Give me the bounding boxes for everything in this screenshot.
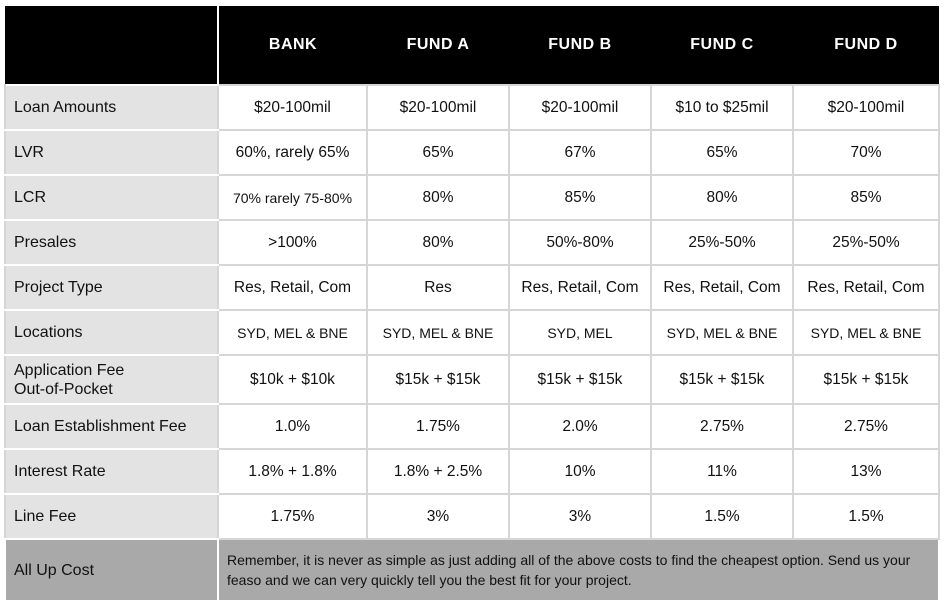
table-cell: 70% [793, 130, 939, 175]
row-label: Interest Rate [5, 449, 218, 494]
footer-note: Remember, it is never as simple as just adding all of the above costs to find the cheapest option. Send us your feaso and we can very quickly tell you the best fit for your project. [218, 539, 939, 601]
table-cell: $20-100mil [367, 85, 509, 130]
row-label: LCR [5, 175, 218, 220]
table-cell: 1.75% [367, 404, 509, 449]
table-cell: Res, Retail, Com [218, 265, 367, 310]
header-row [5, 6, 939, 85]
table-cell: 1.5% [793, 494, 939, 539]
column-header-fund-d: FUND D [793, 6, 939, 85]
row-label: Loan Amounts [5, 85, 218, 130]
footer-row [5, 539, 939, 601]
table-cell: $20-100mil [218, 85, 367, 130]
table-cell: 70% rarely 75-80% [218, 175, 367, 220]
table-cell: Res [367, 265, 509, 310]
table-cell: 2.75% [793, 404, 939, 449]
table-cell: 50%-80% [509, 220, 651, 265]
row-label-line2: Out-of-Pocket [14, 380, 113, 398]
table-cell: 1.8% + 1.8% [218, 449, 367, 494]
table-cell: 80% [367, 175, 509, 220]
row-label: Presales [5, 220, 218, 265]
table-cell: 85% [509, 175, 651, 220]
table-row [5, 494, 939, 539]
table-row [5, 220, 939, 265]
table-cell: SYD, MEL [509, 310, 651, 355]
table-cell: 25%-50% [651, 220, 793, 265]
table-cell: 1.5% [651, 494, 793, 539]
row-label: Loan Establishment Fee [5, 404, 218, 449]
table-cell: SYD, MEL & BNE [218, 310, 367, 355]
table-row [5, 265, 939, 310]
table-cell: 65% [651, 130, 793, 175]
row-label [5, 355, 218, 404]
table-cell: 10% [509, 449, 651, 494]
table-cell: 11% [651, 449, 793, 494]
table-cell: SYD, MEL & BNE [367, 310, 509, 355]
table-cell: $20-100mil [509, 85, 651, 130]
lender-comparison-table [4, 6, 940, 602]
table-cell: $15k + $15k [651, 355, 793, 404]
table-cell: 13% [793, 449, 939, 494]
table-cell: $10 to $25mil [651, 85, 793, 130]
table-row [5, 355, 939, 404]
table-cell: $15k + $15k [509, 355, 651, 404]
footer-label: All Up Cost [5, 539, 218, 601]
table-cell: 1.0% [218, 404, 367, 449]
table-cell: $15k + $15k [793, 355, 939, 404]
table-cell: 2.0% [509, 404, 651, 449]
table-cell: 80% [651, 175, 793, 220]
row-label: LVR [5, 130, 218, 175]
header-corner [5, 6, 218, 85]
table-cell: $15k + $15k [367, 355, 509, 404]
table-cell: $20-100mil [793, 85, 939, 130]
table-cell: 85% [793, 175, 939, 220]
table-row [5, 175, 939, 220]
table-cell: Res, Retail, Com [651, 265, 793, 310]
comparison-table-container [4, 6, 938, 602]
table-cell: 1.8% + 2.5% [367, 449, 509, 494]
table-cell: 80% [367, 220, 509, 265]
table-row [5, 310, 939, 355]
table-cell: 67% [509, 130, 651, 175]
table-cell: 65% [367, 130, 509, 175]
table-cell: 1.75% [218, 494, 367, 539]
table-row [5, 85, 939, 130]
table-row [5, 130, 939, 175]
column-header-fund-a: FUND A [367, 6, 509, 85]
row-label-line1: Application Fee [14, 361, 125, 379]
table-cell: SYD, MEL & BNE [793, 310, 939, 355]
row-label: Project Type [5, 265, 218, 310]
table-cell: 25%-50% [793, 220, 939, 265]
table-cell: >100% [218, 220, 367, 265]
column-header-bank: BANK [218, 6, 367, 85]
table-row [5, 404, 939, 449]
row-label: Locations [5, 310, 218, 355]
column-header-fund-c: FUND C [651, 6, 793, 85]
table-cell: Res, Retail, Com [793, 265, 939, 310]
table-row [5, 449, 939, 494]
table-cell: $10k + $10k [218, 355, 367, 404]
table-cell: 2.75% [651, 404, 793, 449]
table-cell: SYD, MEL & BNE [651, 310, 793, 355]
table-cell: 60%, rarely 65% [218, 130, 367, 175]
table-cell: Res, Retail, Com [509, 265, 651, 310]
row-label: Line Fee [5, 494, 218, 539]
table-cell: 3% [367, 494, 509, 539]
table-cell: 3% [509, 494, 651, 539]
column-header-fund-b: FUND B [509, 6, 651, 85]
